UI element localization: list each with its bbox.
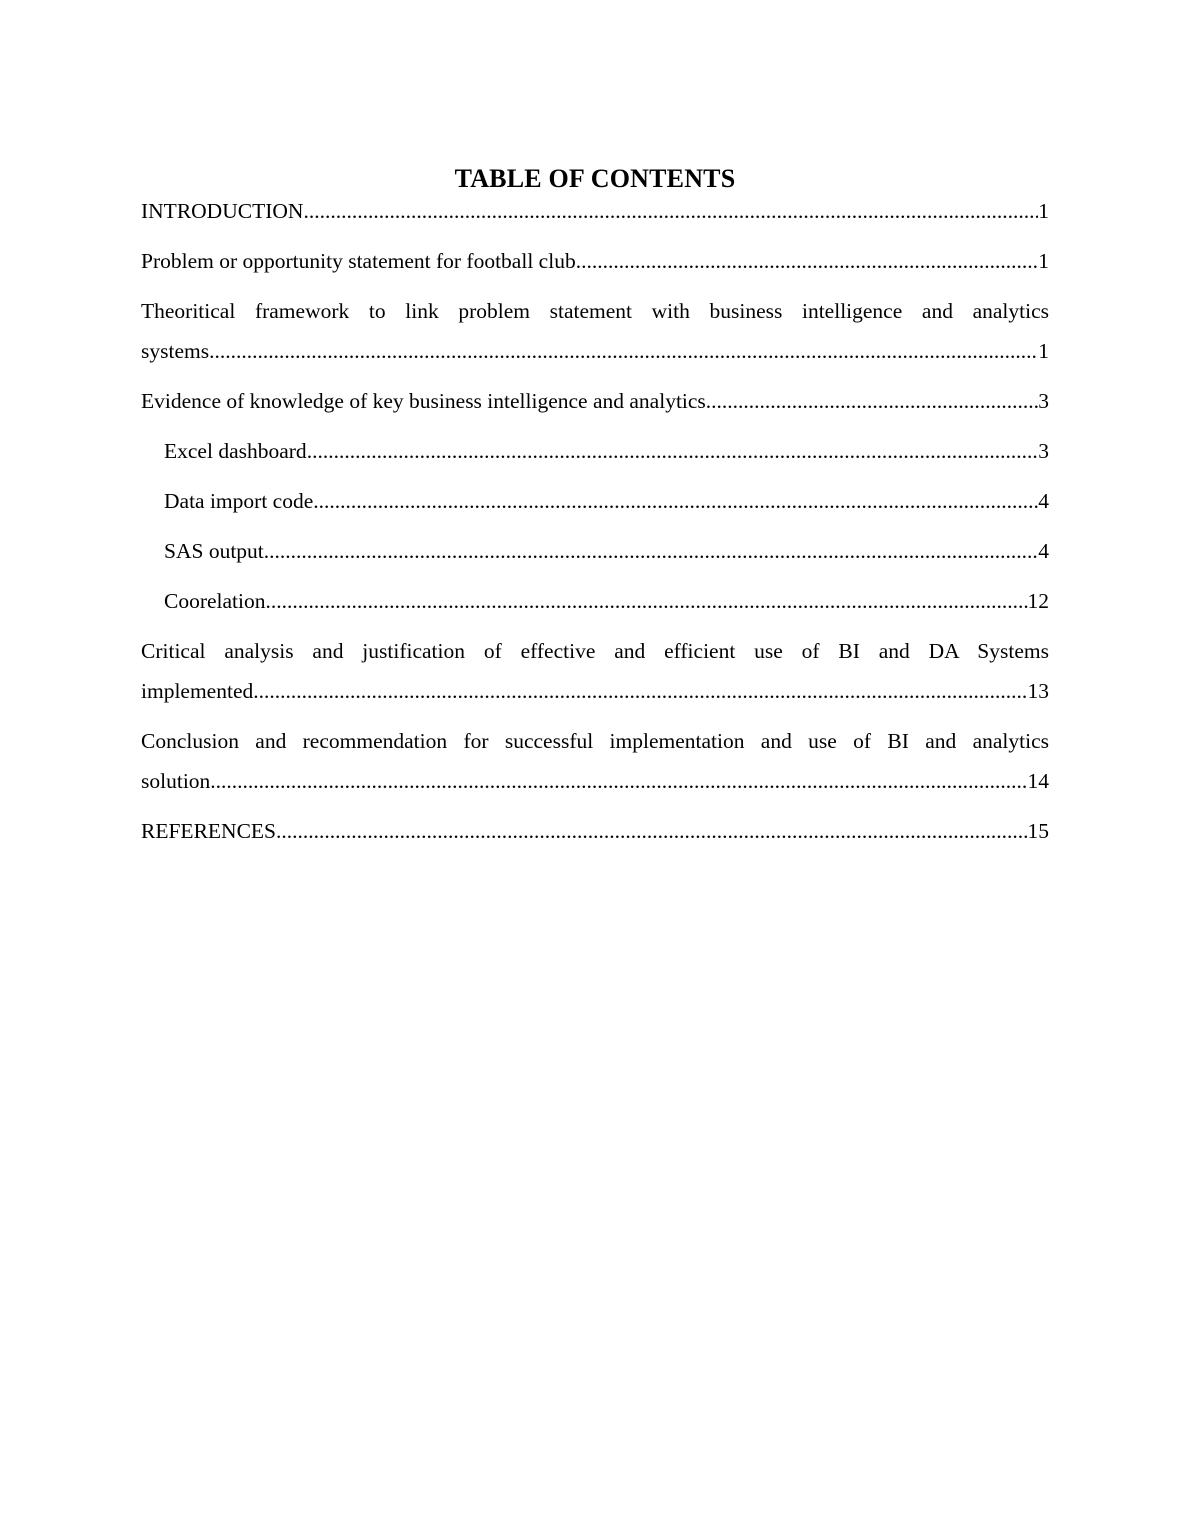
toc-entry-line bbox=[164, 486, 1049, 516]
toc-entry-line bbox=[164, 586, 1049, 616]
toc-title: TABLE OF CONTENTS bbox=[454, 164, 736, 193]
toc-entry-page: 1 bbox=[1038, 199, 1049, 223]
toc-entry-first-line: Critical analysis and justification of effective and efficient use of BI and DA Systems bbox=[141, 639, 1049, 663]
toc-leader-dots bbox=[706, 386, 1038, 416]
toc-entry-first-line: Theoritical framework to link problem statement with business intelligence and analytics bbox=[141, 299, 1049, 323]
toc-entry-label: Excel dashboard bbox=[164, 439, 307, 463]
toc-entry[interactable] bbox=[141, 726, 1049, 796]
toc-list bbox=[141, 196, 1049, 866]
toc-entry-line bbox=[141, 816, 1049, 846]
toc-entry-label: SAS output bbox=[164, 539, 264, 563]
toc-entry-page: 15 bbox=[1027, 819, 1049, 843]
toc-subentry[interactable] bbox=[141, 486, 1049, 516]
toc-entry-label: REFERENCES bbox=[141, 819, 276, 843]
toc-entry-page: 3 bbox=[1038, 439, 1049, 463]
toc-entry-line bbox=[141, 336, 1049, 366]
toc-entry-line bbox=[164, 536, 1049, 566]
toc-leader-dots bbox=[313, 486, 1038, 516]
toc-subentry[interactable] bbox=[141, 586, 1049, 616]
toc-entry-page: 12 bbox=[1027, 589, 1049, 613]
toc-entry-label: Coorelation bbox=[164, 589, 266, 613]
toc-entry-label: Evidence of knowledge of key business intelligence and analytics bbox=[141, 389, 706, 413]
toc-leader-dots bbox=[264, 536, 1038, 566]
toc-leader-dots bbox=[576, 246, 1039, 276]
toc-entry-line bbox=[141, 766, 1049, 796]
toc-leader-dots bbox=[209, 336, 1038, 366]
toc-entry-page: 13 bbox=[1027, 679, 1049, 703]
toc-subentry[interactable] bbox=[141, 436, 1049, 466]
toc-leader-dots bbox=[253, 676, 1027, 706]
toc-leader-dots bbox=[307, 436, 1039, 466]
toc-entry-page: 4 bbox=[1038, 489, 1049, 513]
toc-entry-page: 14 bbox=[1027, 769, 1049, 793]
toc-entry-line bbox=[141, 676, 1049, 706]
toc-entry-line bbox=[141, 246, 1049, 276]
toc-entry[interactable] bbox=[141, 246, 1049, 276]
toc-subentry[interactable] bbox=[141, 536, 1049, 566]
toc-entry-line bbox=[141, 196, 1049, 226]
toc-leader-dots bbox=[303, 196, 1038, 226]
toc-entry-line bbox=[141, 386, 1049, 416]
toc-entry[interactable] bbox=[141, 196, 1049, 226]
toc-entry[interactable] bbox=[141, 296, 1049, 366]
toc-entry-label: systems bbox=[141, 339, 210, 363]
toc-entry-page: 4 bbox=[1038, 539, 1049, 563]
toc-entry-label: solution bbox=[141, 769, 211, 793]
toc-entry-label: INTRODUCTION bbox=[141, 199, 304, 223]
toc-entry[interactable] bbox=[141, 386, 1049, 416]
toc-entry-label: Problem or opportunity statement for football club bbox=[141, 249, 576, 273]
toc-entry-label: implemented bbox=[141, 679, 254, 703]
toc-entry-label: Data import code bbox=[164, 489, 314, 513]
toc-entry-page: 3 bbox=[1038, 389, 1049, 413]
toc-leader-dots bbox=[210, 766, 1027, 796]
toc-entry-page: 1 bbox=[1038, 249, 1049, 273]
toc-leader-dots bbox=[266, 586, 1028, 616]
toc-entry[interactable] bbox=[141, 816, 1049, 846]
toc-entry-first-line: Conclusion and recommendation for successful implementation and use of BI and analytics bbox=[141, 729, 1049, 753]
toc-entry-page: 1 bbox=[1038, 339, 1049, 363]
toc-leader-dots bbox=[276, 816, 1028, 846]
toc-entry[interactable] bbox=[141, 636, 1049, 706]
toc-entry-line bbox=[164, 436, 1049, 466]
